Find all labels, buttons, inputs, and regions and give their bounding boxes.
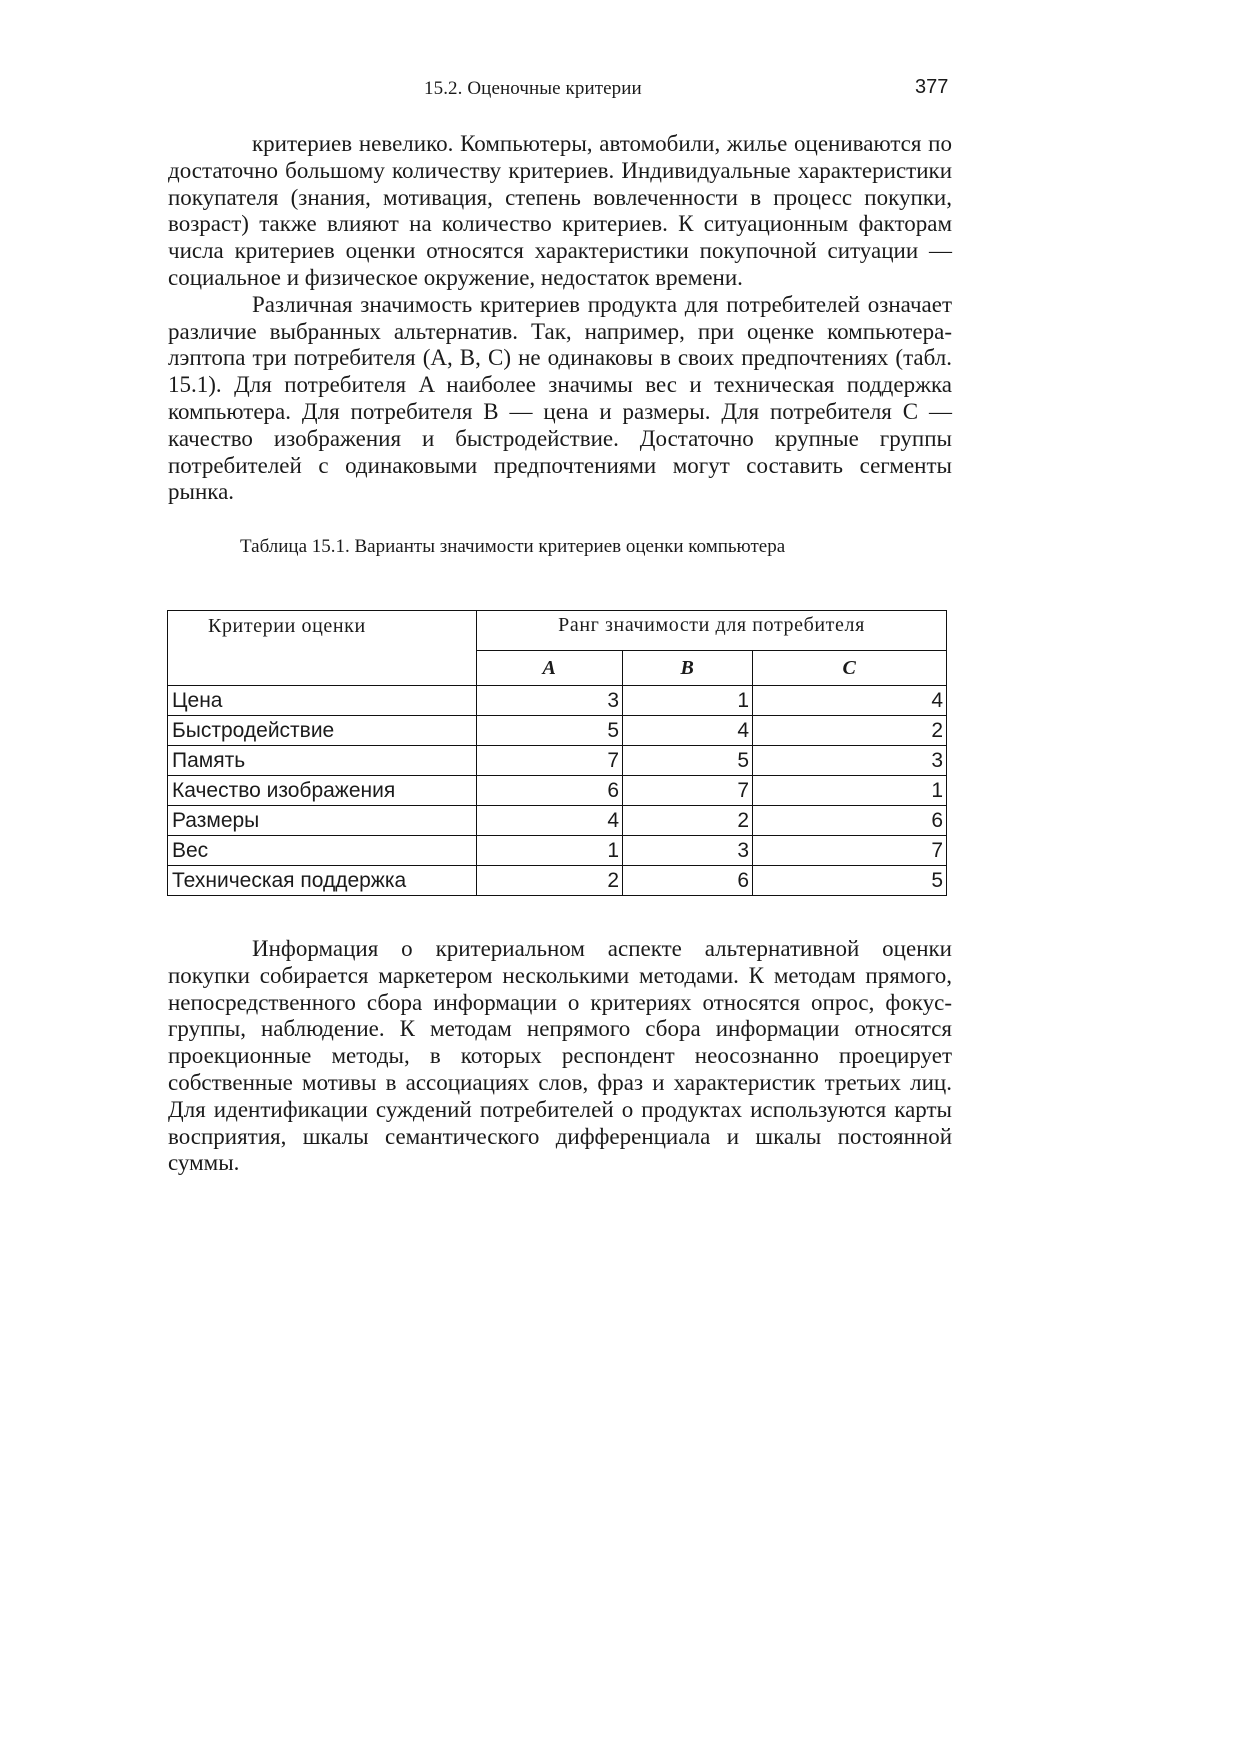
rank-cell-a: 6 [477, 776, 623, 806]
criterion-cell: Техническая поддержка [168, 866, 477, 896]
criterion-cell: Память [168, 746, 477, 776]
rank-cell-c: 1 [753, 776, 947, 806]
column-header-rank: Ранг значимости для потребителя [477, 611, 947, 651]
table-row [168, 806, 947, 836]
rank-cell-c: 2 [753, 716, 947, 746]
body-text-bottom [168, 936, 952, 1177]
rank-cell-c: 5 [753, 866, 947, 896]
criterion-cell: Качество изображения [168, 776, 477, 806]
rank-cell-c: 4 [753, 686, 947, 716]
rank-cell-b: 6 [623, 866, 753, 896]
rank-cell-b: 5 [623, 746, 753, 776]
rank-cell-a: 3 [477, 686, 623, 716]
table-row [168, 776, 947, 806]
rank-cell-c: 3 [753, 746, 947, 776]
rank-cell-b: 7 [623, 776, 753, 806]
table-caption: Таблица 15.1. Варианты значимости критериев оценки компьютера [240, 536, 786, 557]
rank-cell-a: 4 [477, 806, 623, 836]
rank-cell-b: 4 [623, 716, 753, 746]
paragraph: Различная значимость критериев продукта для потребителей означает различие выбранных альтернатив. Так, например, при оценке компьютера-лэптопа три потребителя (A, B, C) не одинаковы в своих предпочтениях (табл. 15.1). Для потребителя A наиболее значимы вес и техническая поддержка компьютера. Для потребителя B — цена и размеры. Для потребителя C — качество изображения и быстродействие. Достаточно крупные группы потребителей с одинаковыми предпочтениями могут составить сегменты рынка. [168, 291, 952, 505]
criteria-rank-table [167, 610, 947, 896]
rank-cell-a: 5 [477, 716, 623, 746]
running-head [0, 78, 1239, 108]
table-row [168, 686, 947, 716]
column-header-criteria: Критерии оценки [168, 611, 477, 686]
criterion-cell: Размеры [168, 806, 477, 836]
column-header-consumer-a: A [477, 651, 623, 686]
rank-cell-b: 2 [623, 806, 753, 836]
column-header-consumer-c: C [753, 651, 947, 686]
paragraph: Информация о критериальном аспекте альтернативной оценки покупки собирается маркетером несколькими методами. К методам прямого, непосредственного сбора информации о критериях относятся опрос, фокус-группы, наблюдение. К методам непрямого сбора информации относятся проекционные методы, в которых респондент неосознанно проецирует собственные мотивы в ассоциациях слов, фраз и характеристик третьих лиц. Для идентификации суждений потребителей о продуктах используются карты восприятия, шкалы семантического дифференциала и шкалы постоянной суммы. [168, 936, 952, 1176]
criterion-cell: Быстродействие [168, 716, 477, 746]
rank-cell-b: 1 [623, 686, 753, 716]
section-title: 15.2. Оценочные критерии [424, 78, 642, 99]
table-row [168, 836, 947, 866]
rank-cell-c: 7 [753, 836, 947, 866]
table-row [168, 866, 947, 896]
rank-cell-a: 7 [477, 746, 623, 776]
paragraph: критериев невелико. Компьютеры, автомобили, жилье оцениваются по достаточно большому количеству критериев. Индивидуальные характеристики покупателя (знания, мотивация, степень вовлеченности в процесс покупки, возраст) также влияют на количество критериев. К ситуационным факторам числа критериев оценки относятся характеристики покупочной ситуации — социальное и физическое окружение, недостаток времени. [168, 131, 952, 290]
body-text-top [168, 131, 952, 506]
rank-cell-a: 2 [477, 866, 623, 896]
rank-cell-b: 3 [623, 836, 753, 866]
page-number: 377 [915, 76, 949, 98]
table-row [168, 746, 947, 776]
criterion-cell: Вес [168, 836, 477, 866]
column-header-consumer-b: B [623, 651, 753, 686]
rank-cell-c: 6 [753, 806, 947, 836]
table-row [168, 716, 947, 746]
rank-cell-a: 1 [477, 836, 623, 866]
criterion-cell: Цена [168, 686, 477, 716]
